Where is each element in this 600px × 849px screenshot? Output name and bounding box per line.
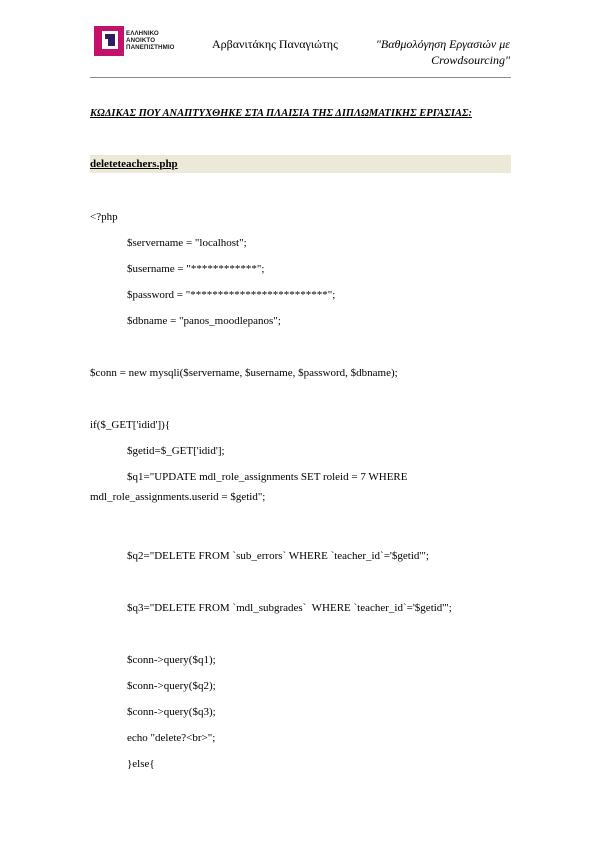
file-name: deleteteachers.php bbox=[90, 158, 178, 170]
code-line-query2: $conn->query($q2); bbox=[127, 680, 216, 692]
header-divider bbox=[90, 77, 511, 78]
code-line-if-get: if($_GET['idid']){ bbox=[90, 419, 171, 431]
logo-line-3: ΠΑΝΕΠΙΣΤΗΜΙΟ bbox=[126, 44, 175, 51]
code-line-else: }else{ bbox=[127, 758, 155, 770]
section-heading: ΚΩΔΙΚΑΣ ΠΟΥ ΑΝΑΠΤΥΧΘΗΚΕ ΣΤΑ ΠΛΑΙΣΙΑ ΤΗΣ ΔΙΠΛΩΜΑΤΙΚΗΣ ΕΡΓΑΣΙΑΣ: bbox=[90, 108, 472, 119]
logo-text bbox=[126, 30, 175, 51]
code-line-conn: $conn = new mysqli($servername, $username, $password, $dbname); bbox=[90, 367, 398, 379]
code-line-echo: echo "delete?<br>"; bbox=[127, 732, 216, 744]
logo-line-2: ΑΝΟΙΚΤΟ bbox=[126, 37, 156, 44]
code-line-username: $username = "************"; bbox=[127, 263, 265, 275]
title-line-2: Crowdsourcing" bbox=[431, 53, 510, 67]
title-line-1: "Βαθμολόγηση Εργασιών με bbox=[375, 37, 510, 51]
author-name: Αρβανιτάκης Παναγιώτης bbox=[212, 37, 338, 51]
code-line-q3: $q3="DELETE FROM `mdl_subgrades` WHERE `teacher_id`='$getid'"; bbox=[127, 602, 452, 614]
code-line-getid: $getid=$_GET['idid']; bbox=[127, 445, 225, 457]
code-line-query3: $conn->query($q3); bbox=[127, 706, 216, 718]
code-line-q2: $q2="DELETE FROM `sub_errors` WHERE `teacher_id`='$getid'"; bbox=[127, 550, 429, 562]
code-line-q1-a: $q1="UPDATE mdl_role_assignments SET roleid = 7 WHERE bbox=[127, 471, 408, 483]
code-line-php-open: <?php bbox=[90, 211, 118, 223]
university-logo bbox=[94, 26, 184, 60]
code-line-servername: $servername = "localhost"; bbox=[127, 237, 247, 249]
logo-line-1: ΕΛΛΗΝΙΚΟ bbox=[126, 30, 159, 37]
code-line-q1-b: mdl_role_assignments.userid = $getid"; bbox=[90, 491, 266, 503]
code-line-dbname: $dbname = "panos_moodlepanos"; bbox=[127, 315, 281, 327]
document-title bbox=[376, 36, 510, 68]
code-line-password: $password = "*************************"; bbox=[127, 289, 336, 301]
logo-icon bbox=[94, 26, 124, 56]
code-line-query1: $conn->query($q1); bbox=[127, 654, 216, 666]
page-header bbox=[0, 0, 600, 80]
